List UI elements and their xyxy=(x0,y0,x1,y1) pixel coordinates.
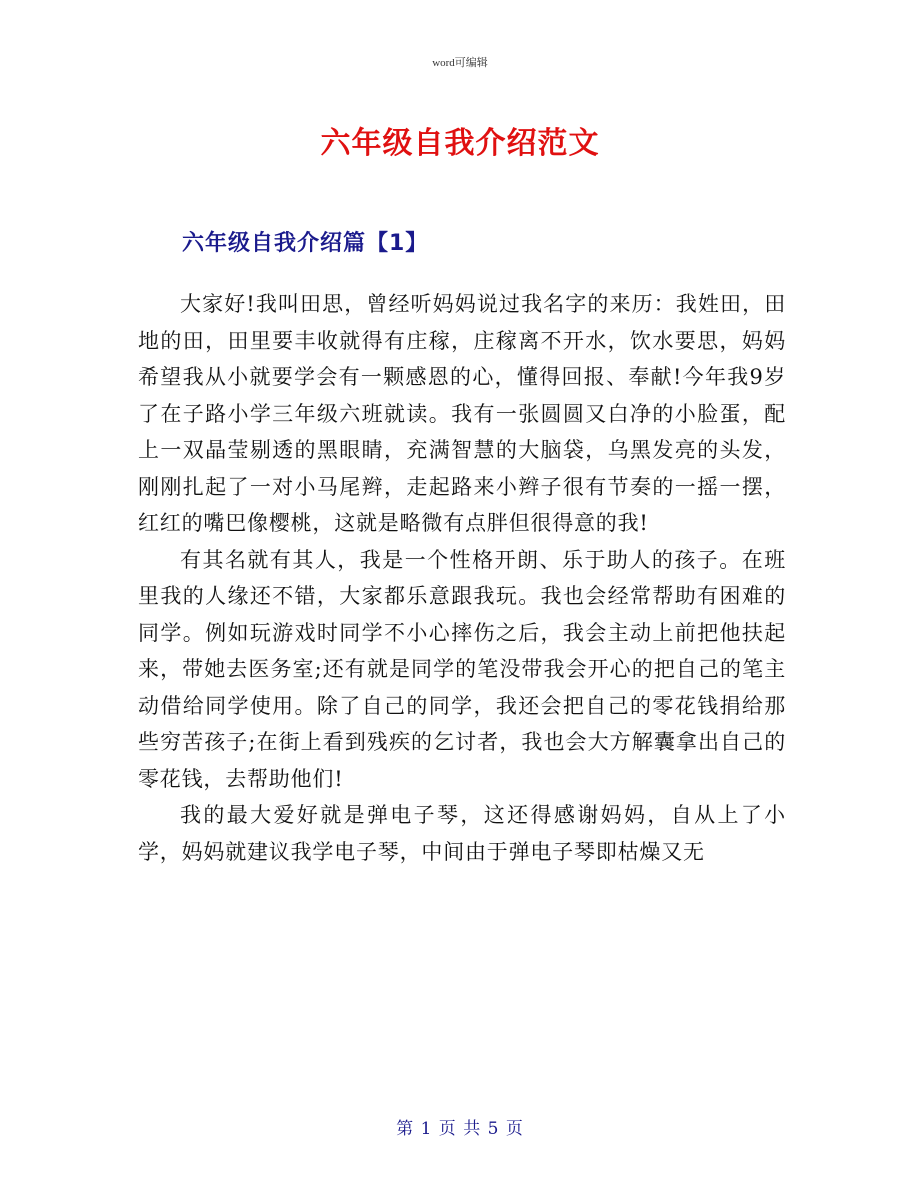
paragraph-2: 有其名就有其人，我是一个性格开朗、乐于助人的孩子。在班里我的人缘还不错，大家都乐意跟我玩。我也会经常帮助有困难的同学。例如玩游戏时同学不小心摔伤之后，我会主动上前把他扶起来，带她去医务室;还有就是同学的笔没带我会开心的把自己的笔主动借给同学使用。除了自己的同学，我还会把自己的零花钱捐给那些穷苦孩子;在街上看到残疾的乞讨者，我也会大方解囊拿出自己的零花钱，去帮助他们! xyxy=(138,547,786,791)
paragraph-1: 大家好!我叫田思，曾经听妈妈说过我名字的来历：我姓田，田地的田，田里要丰收就得有庄稼，庄稼离不开水，饮水要思，妈妈希望我从小就要学会有一颗感恩的心，懂得回报、奉献!今年我9岁了在子路小学三年级六班就读。我有一张圆圆又白净的小脸蛋，配上一双晶莹剔透的黑眼睛，充满智慧的大脑袋，乌黑发亮的头发，刚刚扎起了一对小马尾辫，走起路来小辫子很有节奏的一摇一摆，红红的嘴巴像樱桃，这就是略微有点胖但很得意的我! xyxy=(138,292,786,535)
paragraph-3: 我的最大爱好就是弹电子琴，这还得感谢妈妈，自从上了小学，妈妈就建议我学电子琴，中间由于弹电子琴即枯燥又无 xyxy=(138,803,786,864)
header-note: word可编辑 xyxy=(432,57,488,69)
page-number-footer: 第 1 页 共 5 页 xyxy=(396,1119,524,1139)
section-heading: 六年级自我介绍篇【1】 xyxy=(182,231,429,256)
document-title: 六年级自我介绍范文 xyxy=(320,126,600,161)
document-body xyxy=(138,286,786,870)
